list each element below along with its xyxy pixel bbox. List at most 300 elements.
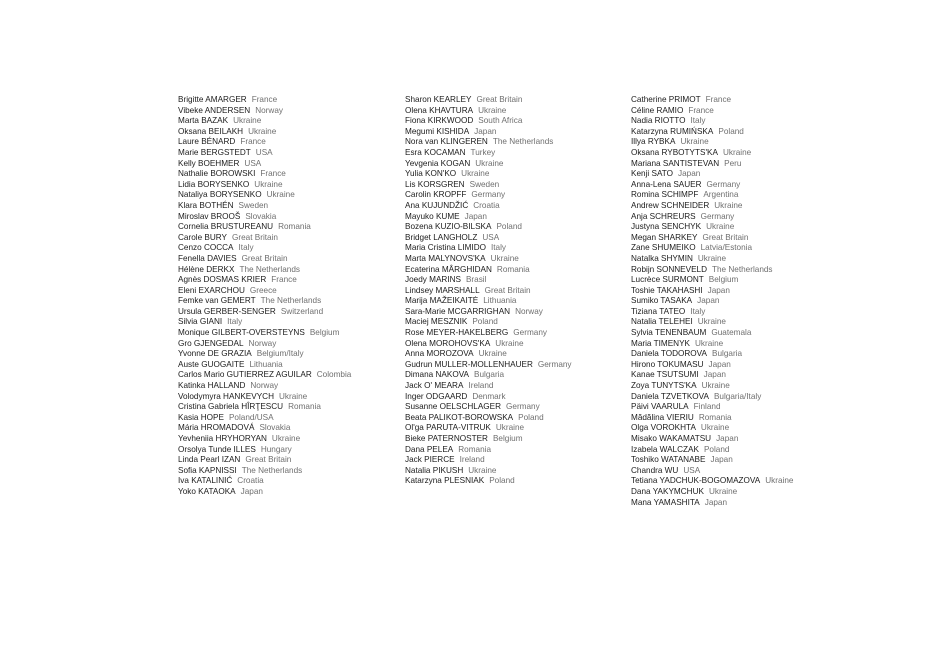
list-item — [178, 296, 414, 307]
list-item — [631, 275, 867, 286]
artist-name: Silvia GIANI — [178, 317, 223, 327]
artist-name: Esra KOCAMAN — [405, 147, 466, 157]
artist-name: Tetiana YADCHUK-BOGOMAZOVA — [631, 476, 761, 486]
artist-country: Ukraine — [697, 253, 727, 263]
artist-country: Belgium/Italy — [256, 349, 304, 359]
artist-name: Agnès DOSMAS KRIER — [178, 275, 267, 285]
artist-country: Germany — [513, 328, 547, 338]
list-item — [631, 159, 867, 170]
list-item — [631, 106, 867, 117]
list-item — [405, 445, 641, 456]
artist-name: Izabela WALCZAK — [631, 444, 699, 454]
artist-country: Lithuania — [249, 359, 283, 369]
list-item — [631, 423, 867, 434]
artist-name: Mădălina VIERIU — [631, 412, 694, 422]
list-item — [631, 201, 867, 212]
artist-country: Ukraine — [490, 253, 519, 263]
artist-country: Ukraine — [233, 116, 262, 126]
artist-name: Sumiko TASAKA — [631, 296, 693, 306]
artist-country: Finland — [693, 402, 721, 412]
artist-country: Japan — [464, 211, 487, 221]
artist-name: Kanae TSUTSUMI — [631, 370, 699, 380]
artist-name: Natalia TELEHEI — [631, 317, 693, 327]
artist-country: Great Britain — [484, 285, 531, 295]
artist-name: Päivi VAARULA — [631, 402, 689, 412]
artist-name: Nathalie BOROWSKI — [178, 169, 256, 179]
artist-name: Ecaterina MÂRGHIDAN — [405, 264, 492, 274]
artist-country: USA — [255, 147, 273, 157]
artist-country: Japan — [716, 434, 739, 443]
artist-name: Bridget LANGHOLZ — [405, 232, 478, 242]
list-item — [178, 413, 414, 424]
artist-name: Maria TIMENYK — [631, 338, 690, 348]
list-item — [405, 370, 641, 381]
artist-name: Vibeke ANDERSEN — [178, 105, 251, 115]
artist-name: Lucrèce SURMONT — [631, 275, 704, 285]
artist-name: Natalia PIKUSH — [405, 465, 464, 475]
artist-name: Dana PELEA — [405, 444, 454, 454]
artist-name: Kasia HOPE — [178, 412, 224, 422]
artist-country: Ukraine — [461, 169, 490, 179]
artist-country: Norway — [250, 381, 279, 391]
artist-name: Oksana BEILAKH — [178, 126, 244, 136]
list-item — [405, 466, 641, 477]
artist-country: Romania — [278, 222, 311, 232]
artist-name: Miroslav BROOŠ — [178, 211, 241, 221]
artist-country: Italy — [490, 243, 507, 253]
artist-country: Ireland — [468, 381, 494, 391]
list-item — [178, 445, 414, 456]
list-item — [405, 180, 641, 191]
list-item — [178, 328, 414, 339]
artist-country: Japan — [474, 126, 497, 136]
list-item — [631, 148, 867, 159]
list-item — [405, 137, 641, 148]
list-item — [631, 434, 867, 445]
artist-country: France — [260, 169, 286, 179]
artist-name: Mana YAMASHITA — [631, 497, 700, 507]
artist-country: Ukraine — [714, 200, 743, 210]
artist-name: Toshiko WATANABE — [631, 455, 706, 465]
artist-name: Mayuko KUME — [405, 211, 460, 221]
artist-name: Oksana RYBOTYTS'KA — [631, 147, 718, 157]
artist-name: Marta BAZAK — [178, 116, 229, 126]
artist-country: Germany — [700, 211, 735, 221]
artist-name: Catherine PRIMOT — [631, 95, 701, 104]
artist-name: Beata PALIKOT-BOROWSKA — [405, 412, 514, 422]
list-item — [178, 455, 414, 466]
list-item — [631, 381, 867, 392]
list-item — [631, 307, 867, 318]
artist-country: Guatemala — [711, 328, 752, 338]
artist-country: Japan — [703, 370, 726, 380]
artist-name: Kenji SATO — [631, 169, 674, 179]
list-item — [405, 423, 641, 434]
artist-country: Ireland — [459, 455, 485, 465]
artist-country: Japan — [710, 455, 733, 465]
artist-country: Ukraine — [695, 338, 724, 348]
artist-country: Ukraine — [495, 338, 524, 348]
list-item — [631, 222, 867, 233]
artist-name: Lis KORSGREN — [405, 179, 465, 189]
artist-country: Ukraine — [279, 391, 308, 401]
artist-country: Brasil — [465, 275, 487, 285]
artist-name: Illya RYBKA — [631, 137, 676, 147]
artist-name: Anna-Lena SAUER — [631, 179, 702, 189]
artist-country: Romania — [288, 402, 321, 412]
artist-country: Great Britain — [241, 253, 288, 263]
artist-country: Ukraine — [266, 190, 295, 200]
artist-country: The Netherlands — [241, 465, 303, 475]
artist-country: Croatia — [237, 476, 264, 486]
artist-country: Sweden — [469, 179, 500, 189]
artist-name: Toshie TAKAHASHI — [631, 285, 703, 295]
list-item — [631, 286, 867, 297]
artist-name: Sara-Marie MCGARRIGHAN — [405, 306, 511, 316]
artist-country: Hungary — [260, 444, 292, 454]
list-item — [631, 95, 867, 106]
artist-name: Inger ODGAARD — [405, 391, 468, 401]
list-item — [405, 159, 641, 170]
artist-country: Ukraine — [475, 158, 504, 168]
list-item — [405, 265, 641, 276]
artist-country: Bulgaria — [712, 349, 743, 359]
artist-country: Poland — [496, 222, 522, 232]
artist-name: Olga VOROKHTA — [631, 423, 696, 433]
artist-country: Bulgaria — [474, 370, 505, 380]
artist-country: The Netherlands — [492, 137, 554, 147]
artist-name: Iva KATALINIĆ — [178, 476, 233, 486]
artist-name: Nataliya BORYSENKO — [178, 190, 262, 200]
artist-name: Fenella DAVIES — [178, 253, 237, 263]
artist-name: Yevgenia KOGAN — [405, 158, 471, 168]
artist-country: Greece — [249, 285, 277, 295]
list-item — [405, 169, 641, 180]
artist-name: Ursula GERBER-SENGER — [178, 306, 276, 316]
list-item — [178, 169, 414, 180]
artist-country: Germany — [506, 402, 540, 412]
artist-name: Marta MALYNOVS'KA — [405, 253, 486, 263]
list-item — [631, 466, 867, 477]
artist-country: Denmark — [472, 391, 506, 401]
artist-country: The Netherlands — [260, 296, 322, 306]
artist-country: Norway — [248, 338, 277, 348]
list-item — [405, 328, 641, 339]
artist-name: Dana YAKYMCHUK — [631, 486, 704, 496]
artist-name: Joedy MARINS — [405, 275, 461, 285]
list-item — [405, 317, 641, 328]
artist-list-column-3 — [631, 95, 867, 508]
list-item — [405, 339, 641, 350]
artist-country: Poland/USA — [228, 412, 274, 422]
artist-country: Ukraine — [765, 476, 794, 486]
list-item — [405, 381, 641, 392]
artist-name: Eleni EXARCHOU — [178, 285, 245, 295]
artist-name: Jack O' MEARA — [405, 381, 464, 391]
list-item — [178, 434, 414, 445]
artist-name: Gudrun MULLER-MOLLENHAUER — [405, 359, 533, 369]
list-item — [178, 275, 414, 286]
artist-name: Yoko KATAOKA — [178, 486, 236, 496]
list-item — [178, 159, 414, 170]
list-item — [631, 476, 867, 487]
artist-name: Ol'ga PARUTA-VITRUK — [405, 423, 491, 433]
artist-name: Brigitte AMARGER — [178, 95, 247, 104]
artist-name: Tiziana TATEO — [631, 306, 686, 316]
artist-name: Gro GJENGEDAL — [178, 338, 244, 348]
list-item — [178, 201, 414, 212]
artist-name: Natalka SHYMIN — [631, 253, 693, 263]
artist-country: France — [251, 95, 278, 104]
list-item — [405, 275, 641, 286]
artist-country: Slovakia — [245, 211, 277, 221]
list-item — [631, 370, 867, 381]
artist-country: Japan — [697, 296, 720, 306]
artist-country: Poland — [489, 476, 515, 486]
artist-country: Poland — [472, 317, 498, 327]
artist-name: Sylvia TENENBAUM — [631, 328, 707, 338]
list-item — [405, 106, 641, 117]
artist-country: Ukraine — [697, 317, 726, 327]
artist-name: Linda Pearl IZAN — [178, 455, 241, 465]
artist-name: Daniela TODOROVA — [631, 349, 707, 359]
artist-name: Andrew SCHNEIDER — [631, 200, 710, 210]
list-item — [405, 243, 641, 254]
artist-country: Switzerland — [280, 306, 324, 316]
artist-country: USA — [482, 232, 500, 242]
list-item — [178, 487, 414, 498]
list-item — [631, 349, 867, 360]
list-item — [631, 328, 867, 339]
artist-name: Megumi KISHIDA — [405, 126, 470, 136]
artist-country: Sweden — [238, 200, 269, 210]
artist-country: Ukraine — [706, 222, 735, 232]
artist-name: Susanne OELSCHLAGER — [405, 402, 502, 412]
artist-name: Klara BOTHÉN — [178, 200, 234, 210]
list-item — [405, 127, 641, 138]
artist-name: Cornelia BRUSTUREANU — [178, 222, 274, 232]
artist-name: Yvonne DE GRAZIA — [178, 349, 252, 359]
list-item — [631, 243, 867, 254]
list-item — [631, 212, 867, 223]
artist-country: Great Britain — [476, 95, 523, 104]
artist-name: Monique GILBERT-OVERSTEYNS — [178, 328, 305, 338]
artist-country: Ukraine — [478, 349, 507, 359]
list-item — [178, 307, 414, 318]
list-item — [405, 286, 641, 297]
list-item — [178, 466, 414, 477]
list-item — [631, 127, 867, 138]
artist-name: Bieke PATERNOSTER — [405, 434, 488, 443]
list-item — [631, 498, 867, 509]
artist-country: Norway — [255, 105, 283, 115]
list-item — [631, 413, 867, 424]
artist-name: Katinka HALLAND — [178, 381, 246, 391]
list-item — [631, 445, 867, 456]
list-item — [405, 349, 641, 360]
list-item — [405, 360, 641, 371]
artist-country: Ukraine — [495, 423, 525, 433]
list-item — [178, 106, 414, 117]
list-item — [405, 434, 641, 445]
artist-name: Mária HROMADOVÁ — [178, 423, 255, 433]
artist-country: Japan — [708, 359, 731, 369]
list-item — [631, 455, 867, 466]
list-item — [631, 169, 867, 180]
artist-country: Ukraine — [478, 105, 507, 115]
artist-country: Argentina — [703, 190, 739, 200]
artist-country: Japan — [704, 497, 728, 507]
artist-country: Belgium — [708, 275, 739, 285]
artist-name: Misako WAKAMATSU — [631, 434, 712, 443]
artist-name: Rose MEYER-HAKELBERG — [405, 328, 509, 338]
artist-country: France — [705, 95, 732, 104]
artist-name: Yevheniia HRYHORYAN — [178, 434, 267, 443]
list-item — [178, 127, 414, 138]
list-item — [631, 190, 867, 201]
artist-country: Ukraine — [248, 126, 277, 136]
artist-name: Anna MOROZOVA — [405, 349, 474, 359]
artist-name: Auste GUOGAITE — [178, 359, 245, 369]
artist-country: Colombia — [316, 370, 352, 380]
artist-list-column-1 — [178, 95, 414, 498]
artist-country: South Africa — [478, 116, 523, 126]
artist-name: Carolin KROPFF — [405, 190, 467, 200]
artist-name: Fiona KIRKWOOD — [405, 116, 474, 126]
list-item — [178, 392, 414, 403]
list-item — [178, 360, 414, 371]
artist-name: Olena MOROHOVS'KA — [405, 338, 491, 348]
list-item — [631, 360, 867, 371]
list-item — [178, 116, 414, 127]
artist-country: Slovakia — [259, 423, 291, 433]
artist-name: Justyna SENCHYK — [631, 222, 702, 232]
list-item — [631, 137, 867, 148]
artist-country: Belgium — [492, 434, 523, 443]
artist-name: Sharon KEARLEY — [405, 95, 472, 104]
artist-country: Germany — [706, 179, 741, 189]
list-item — [178, 233, 414, 244]
list-item — [631, 296, 867, 307]
list-item — [631, 317, 867, 328]
list-item — [405, 95, 641, 106]
artist-name: Zoya TUNYTS'KA — [631, 381, 697, 391]
artist-country: Latvia/Estonia — [700, 243, 753, 253]
artist-country: The Netherlands — [712, 264, 773, 274]
list-item — [405, 233, 641, 244]
artist-list-column-2 — [405, 95, 641, 487]
artist-name: Orsolya Tunde ILLES — [178, 444, 256, 454]
artist-country: Ukraine — [700, 423, 730, 433]
artist-name: Carole BURY — [178, 232, 227, 242]
list-item — [631, 339, 867, 350]
artist-country: Romania — [458, 444, 492, 454]
list-item — [405, 222, 641, 233]
artist-country: Poland — [518, 412, 544, 422]
list-item — [178, 137, 414, 148]
artist-name: Femke van GEMERT — [178, 296, 256, 306]
artist-name: Robijn SONNEVELD — [631, 264, 707, 274]
list-item — [178, 243, 414, 254]
artist-name: Katarzyna RUMIŃSKA — [631, 126, 714, 136]
artist-country: Romania — [496, 264, 530, 274]
list-item — [405, 413, 641, 424]
list-item — [405, 476, 641, 487]
artist-name: Cristina Gabriela HÎRŢESCU — [178, 402, 284, 412]
artist-name: Lidia BORYSENKO — [178, 179, 250, 189]
artist-name: Laure BÉNARD — [178, 137, 236, 147]
artist-name: Daniela TZVETKOVA — [631, 391, 709, 401]
list-item — [405, 455, 641, 466]
artist-country: Ukraine — [271, 434, 301, 443]
artist-name: Yulia KON'KO — [405, 169, 457, 179]
artist-country: Germany — [471, 190, 506, 200]
list-item — [178, 423, 414, 434]
list-item — [631, 487, 867, 498]
artist-name: Ana KUJUNDŽIĆ — [405, 200, 469, 210]
artist-name: Cenzo COCCA — [178, 243, 234, 253]
list-item — [405, 148, 641, 159]
artist-name: Anja SCHREURS — [631, 211, 696, 221]
artist-name: Zane SHUMEIKO — [631, 243, 696, 253]
artist-name: Maria Cristina LIMIDO — [405, 243, 486, 253]
artist-name: Nadia RIOTTO — [631, 116, 686, 126]
artist-country: Italy — [690, 116, 706, 126]
artist-name: Nora van KLINGEREN — [405, 137, 488, 147]
artist-country: Japan — [240, 486, 263, 496]
artist-name: Mariana SANTISTEVAN — [631, 158, 720, 168]
list-item — [405, 116, 641, 127]
list-item — [178, 317, 414, 328]
artist-country: Norway — [515, 306, 543, 316]
list-item — [178, 402, 414, 413]
list-item — [405, 402, 641, 413]
list-item — [405, 212, 641, 223]
artist-country: Italy — [690, 306, 706, 316]
artist-country: France — [688, 105, 714, 115]
artist-country: Ukraine — [254, 179, 283, 189]
artist-name: Chandra WU — [631, 465, 679, 475]
artist-name: Hélène DERKX — [178, 264, 235, 274]
artist-name: Romina SCHIMPF — [631, 190, 699, 200]
artist-country: France — [271, 275, 297, 285]
artist-country: Croatia — [473, 200, 500, 210]
artist-name: Katarzyna PLESNIAK — [405, 476, 485, 486]
list-item — [178, 180, 414, 191]
list-item — [178, 212, 414, 223]
artist-name: Volodymyra HANKEVYCH — [178, 391, 275, 401]
artist-country: Ukraine — [468, 465, 497, 475]
artist-country: Italy — [238, 243, 254, 253]
list-item — [178, 190, 414, 201]
artist-country: France — [240, 137, 266, 147]
artist-country: Bulgaria/Italy — [713, 391, 762, 401]
artist-name: Sofia KAPNISSI — [178, 465, 237, 475]
artist-country: Ukraine — [722, 147, 752, 157]
artist-country: Turkey — [470, 147, 496, 157]
artist-country: Great Britain — [232, 232, 278, 242]
artist-country: USA — [683, 465, 701, 475]
list-item — [405, 296, 641, 307]
artist-name: Jack PIERCE — [405, 455, 455, 465]
list-item — [405, 307, 641, 318]
list-item — [178, 286, 414, 297]
list-item — [178, 370, 414, 381]
artist-name: Marie BERGSTEDT — [178, 147, 251, 157]
list-item — [178, 95, 414, 106]
list-item — [178, 222, 414, 233]
list-item — [178, 265, 414, 276]
